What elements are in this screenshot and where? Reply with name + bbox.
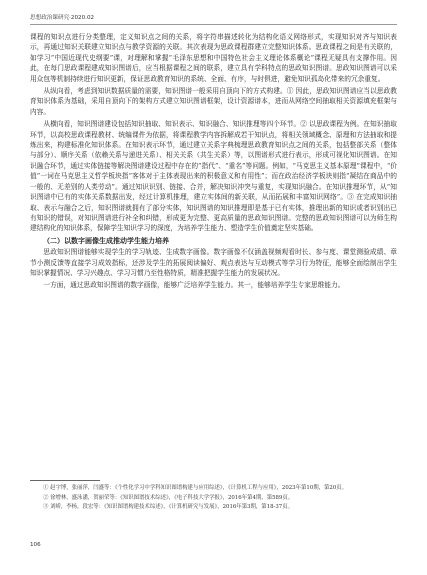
running-header: 思想政治课研究·2020.02 [30,15,95,21]
page-number: 106 [30,542,41,548]
footnote-2: ② 徐增林，盛泳潘，贺丽荣等：《知识图谱技术综述》，《电子科技大学学报》，2016年第4期，第589页。 [43,494,294,501]
paragraph-5: 一方面，通过思政知识图谱的数字画像，能够广泛培养学生能力。其一，能够培养学生专家思维能力。 [43,281,345,290]
article-body [30,32,397,291]
footnote-3: ③ 刘峤，李杨，段宏等：《知识图谱构建技术综述》，《计算机研究与发展》，2016年第3期，第18-37页。 [43,504,294,511]
paragraph-1: 课程的知识点进行分类整理，定义知识点之间的关系，将字符串描述转化为结构化语义网络形式，实现知识对齐与知识表示，再通过知识关联建立知识点与教学资源的关联。其次表现为思政课程群建立完整知识体系。思政课程之间是有关联的，如学习“中国近现代史纲要”课，对理解和掌握“毛泽东思想和中国特色社会主义理论体系概论”课程无疑具有支撑作用。因此，在每门思政课程建成知识图谱后，应当根据课程之间的联系，建立具有学科特点的思政知识图谱。思政知识图谱可以采用众包等机制持续进行知识更新，保证思政教育知识的系统、全面、有序，与时俱进，避免知识孤岛化带来的冗余重复。 [30,33,397,83]
paragraph-4: 思政知识图谱能够实现学生的学习轨迹、生成数字画像。数字画像不仅涵盖视频观看时长、参与度、课堂测验成绩、章节小测反馈等直接学习成效指标，还涉及学生的拓展阅读偏好、观点表达与互动模式等学习行为特征，能够全面绘制出学生知识掌握情况、学习兴趣点、学习习惯乃至性格特质，精准把握学生能力的发展状况。 [30,248,397,277]
footnote-1: ① 赵宇博，张丽萍，闫盛等：《个性化学习中学科知识图谱构建与应用综述》，《计算机工程与应用》，2023年第10期，第20页。 [43,485,348,491]
paragraph-3: 从横向看，知识图谱建设包括知识抽取、知识表示、知识融合、知识推理等四个环节。② 以思政课程为例。在知识抽取环节，以高校思政课程教材、统编课件为依据，将课程教学内容拆解成若干知识点，将相关领域概念、原理和方法抽取和提炼出来，构建标准化知识体系。在知识表示环节，通过建立关系字典梳理思政教育知识点之间的关系，包括整部关系（整体与部分）、顺序关系（依赖关系与递进关系）、相关关系（共生关系）等，以图谱形式进行表示，形成可视化知识图谱。在知识融合环节，通过实体链接等解决图谱建设过程中存在的“指代”、“重名”等问题。例如，“马克思主义基本原理”课程中，“价值”一词在马克思主义哲学板块指“客体对于主体表现出来的积极意义和有用性”；而在政治经济学板块则指“凝结在商品中的一般的、无差别的人类劳动”。通过知识识别、链接、合并，解决知识冲突与重复，实现知识融合。在知识推理环节，从“知识图谱中已有的实体关系数据出发，经过计算机推理，建立实体间的新关联，从而拓展和丰富知识网络”。③ 在完成知识抽取、表示与融合之后，知识图谱就拥有了部分实体，知识图谱的知识推理即是基于已有实体，推理出新的知识或者识别出已有知识的错误，对知识图谱进行补全和纠错，形成更为完整、更高质量的思政知识图谱。完整的思政知识图谱可以为师生构建结构化的知识体系，保障学生知识学习的深度，为培养学生能力、塑造学生价值奠定坚实基础。 [30,120,397,233]
footnote-divider [30,480,100,481]
paragraph-2: 从纵向看，考虑到知识数据质量的需要，知识图谱一般采用自顶向下的方式构建。① 因此，思政知识图谱应当以思政教育知识体系为基础，采用自顶向下的架构方式建立知识图谱框架，设计资源谱本，进而从网络空间抽取相关资源填充框架与内容。 [30,87,397,116]
footnotes [30,484,397,513]
header-divider [30,24,397,25]
section-heading: （二）以数字画像生成推动学生能力培养 [43,236,169,245]
